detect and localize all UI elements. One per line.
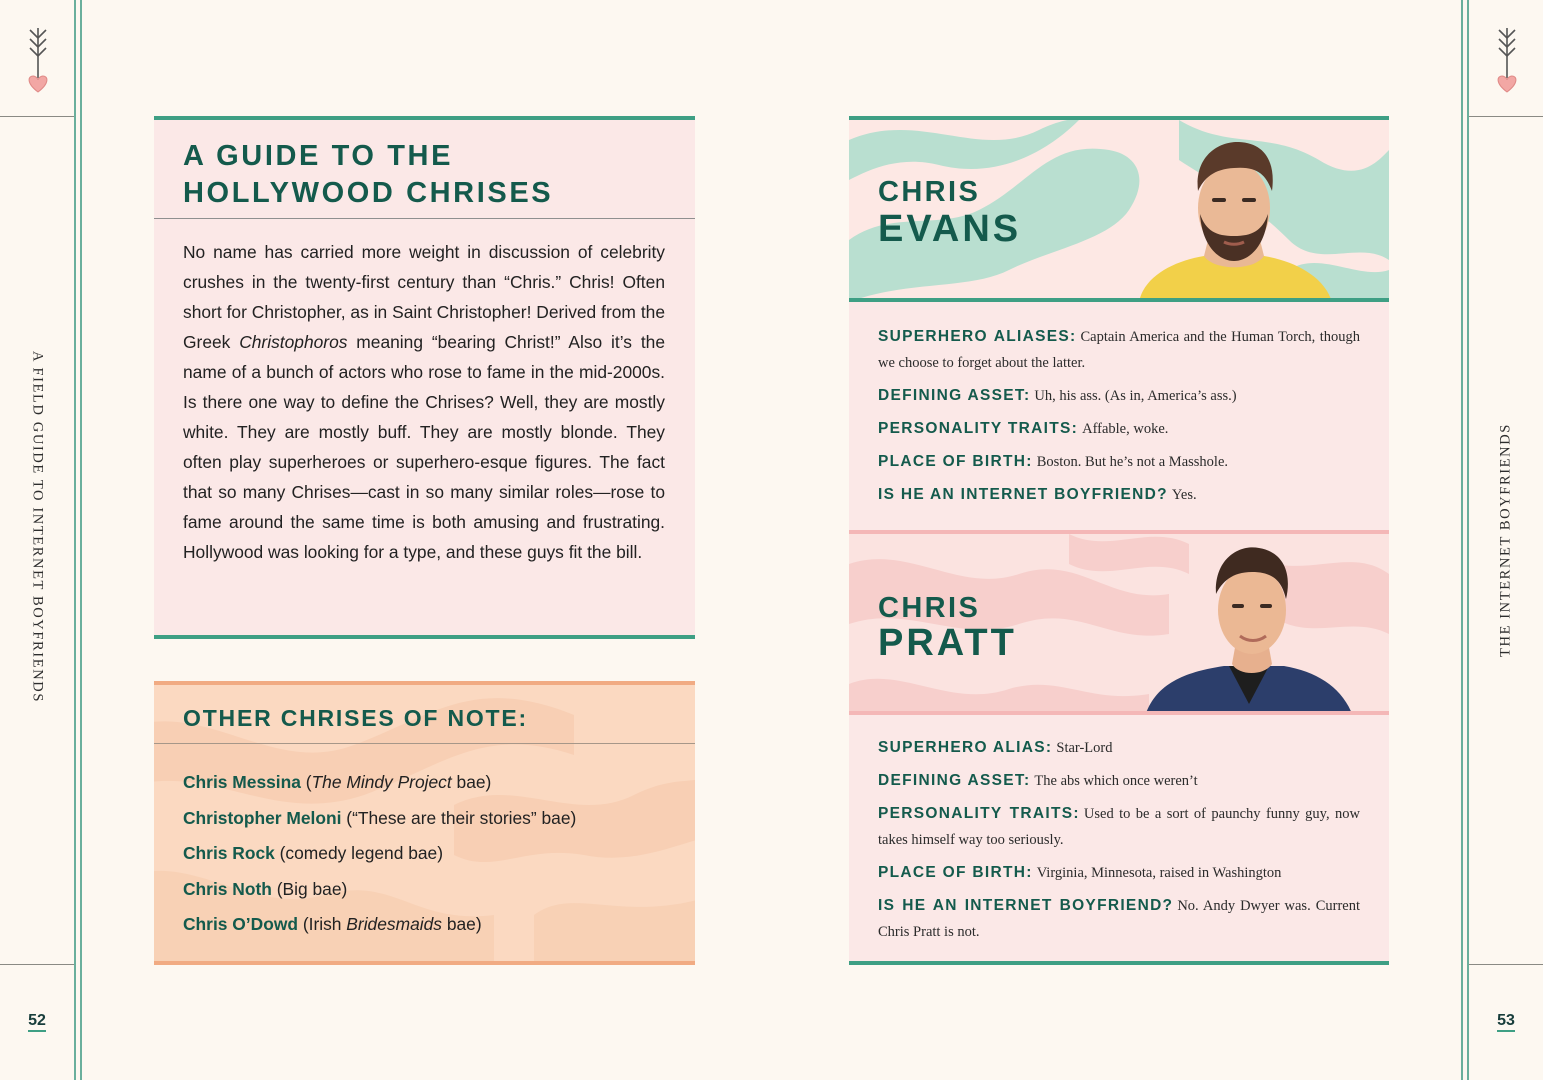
fact-row: DEFINING ASSET: The abs which once weren’t (878, 772, 1198, 789)
margin-rule (0, 116, 74, 117)
left-margin (0, 0, 76, 1080)
chris-evans-portrait (1134, 136, 1334, 302)
fact-row: PERSONALITY TRAITS: Used to be a sort of paunchy funny guy, now takes himself way too seriously. (878, 805, 1361, 848)
list-item: Chris O’Dowd (Irish Bridesmaids bae) (183, 914, 482, 934)
fact-row: SUPERHERO ALIAS: Star-Lord (878, 739, 1113, 756)
margin-rule (0, 964, 74, 965)
other-title: OTHER CHRISES OF NOTE: (183, 705, 529, 731)
fact-row: IS HE AN INTERNET BOYFRIEND? Yes. (878, 486, 1197, 503)
evans-last-name: EVANS (878, 208, 1022, 250)
profiles-card (849, 116, 1389, 965)
other-chrises-box (154, 681, 695, 965)
list-item: Chris Rock (comedy legend bae) (183, 843, 444, 863)
right-margin (1467, 0, 1543, 1080)
pratt-last-name: PRATT (878, 622, 1017, 664)
running-head-right: THE INTERNET BOYFRIENDS (1497, 423, 1514, 657)
page-number-right: 53 (1469, 1012, 1543, 1030)
guide-body: No name has carried more weight in discussion of celebrity crushes in the twenty-first century than “Chris.” Chris! Often short for Christopher, as in Saint Christopher! Derived from the Greek Christophoros meaning “bearing Christ!” Also it’s the name of a bunch of actors who rose to fame in the mid-2000s. Is there one way to define the Chrises? Well, they are mostly white. They are mostly buff. They are mostly blonde. They often play superheroes or superhero-esque figures. The fact that so many Chrises—cast in so many similar roles—rose to fame around the same time is both amusing and frustrating. Hollywood was looking for a type, and these guys fit the bill. (183, 242, 665, 562)
pratt-header (849, 530, 1389, 715)
list-item: Chris Noth (Big bae) (183, 878, 348, 899)
pratt-first-name: CHRIS (878, 592, 981, 624)
guide-title: A GUIDE TO THE HOLLYWOOD CHRISES (183, 140, 554, 209)
fact-row: IS HE AN INTERNET BOYFRIEND? No. Andy Dwyer was. Current Chris Pratt is not. (878, 897, 1360, 940)
margin-rule (1469, 964, 1543, 965)
divider (154, 218, 695, 219)
running-head-left: A FIELD GUIDE TO INTERNET BOYFRIENDS (29, 350, 46, 704)
page-number-left: 52 (0, 1012, 74, 1030)
evans-first-name: CHRIS (878, 176, 981, 208)
fact-row: PLACE OF BIRTH: Boston. But he’s not a Masshole. (878, 453, 1229, 470)
other-list (183, 765, 576, 943)
evans-header (849, 120, 1389, 302)
list-item: Chris Messina (The Mindy Project bae) (183, 772, 492, 792)
evans-facts (878, 324, 1360, 515)
chris-pratt-portrait (1144, 544, 1359, 715)
arrow-heart-icon (22, 26, 54, 96)
list-item: Christopher Meloni (“These are their stories” bae) (183, 807, 577, 828)
guide-box (154, 116, 695, 639)
arrow-heart-icon (1491, 26, 1523, 96)
fact-row: SUPERHERO ALIASES: Captain America and the Human Torch, though we choose to forget about the latter. (878, 328, 1360, 371)
pratt-facts (878, 735, 1360, 952)
fact-row: PLACE OF BIRTH: Virginia, Minnesota, raised in Washington (878, 864, 1282, 881)
divider (154, 743, 695, 744)
fact-row: PERSONALITY TRAITS: Affable, woke. (878, 420, 1169, 437)
margin-rule (1469, 116, 1543, 117)
fact-row: DEFINING ASSET: Uh, his ass. (As in, America’s ass.) (878, 387, 1237, 404)
